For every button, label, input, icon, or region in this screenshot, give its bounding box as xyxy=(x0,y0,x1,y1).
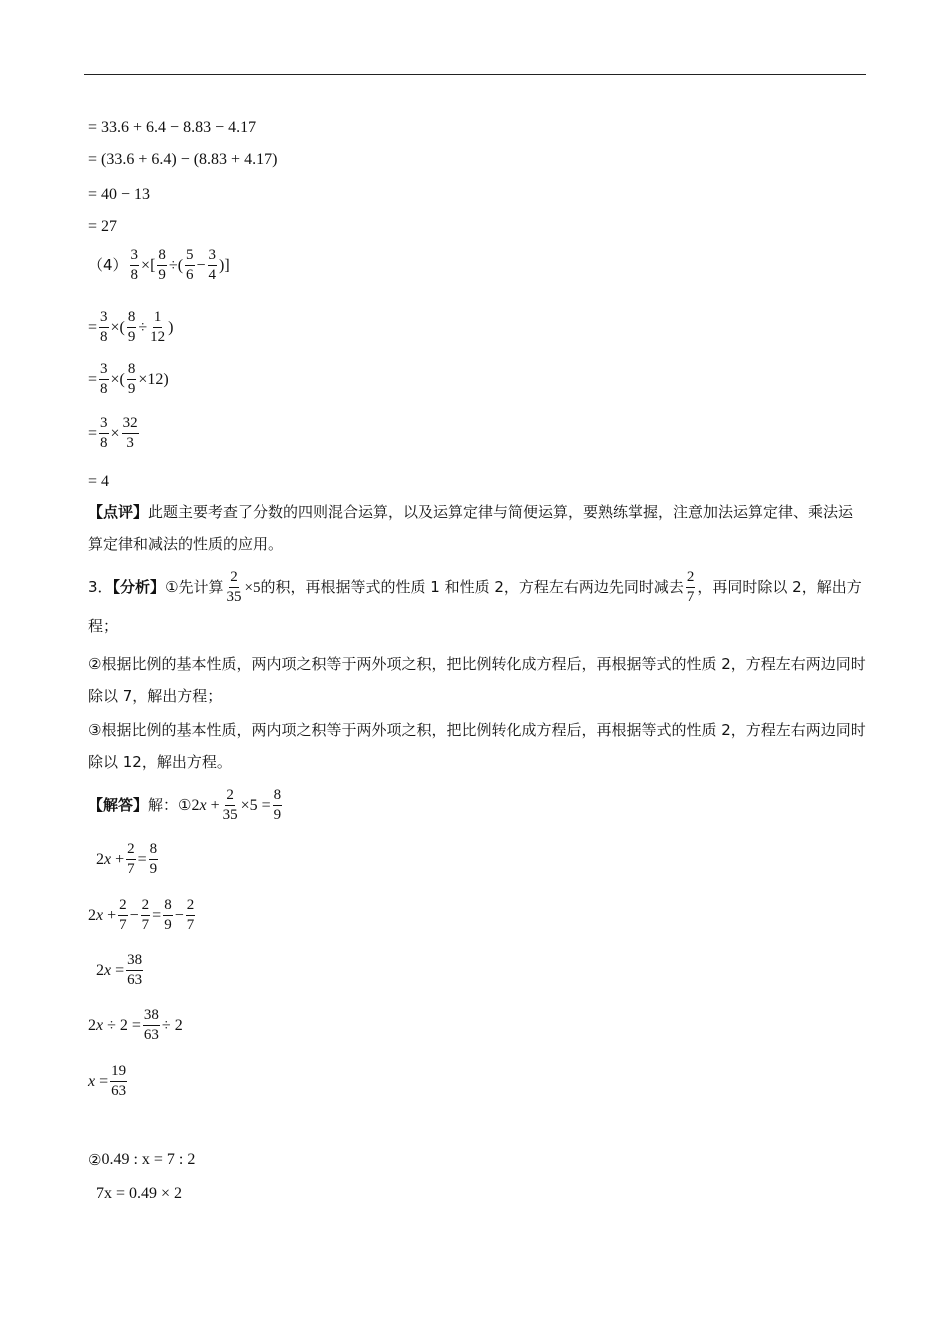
problem-label: （4） xyxy=(88,256,128,274)
fraction: $\frac{2}{7}$ xyxy=(686,569,695,605)
header-rule xyxy=(84,74,866,75)
fraction: $\frac{2}{7}$ xyxy=(141,897,150,933)
fraction: $\frac{32}{3}$ xyxy=(122,415,138,451)
analysis-paragraph-1: 3．【分析】①先计算 $\frac{2}{35}$ ×5的积，再根据等式的性质 1 和性质 2，方程左右两边先同时减去 $\frac{2}{7}$ ，再同时除以 2，解出方程； xyxy=(88,569,862,635)
fraction: $\frac{3}{8}$ xyxy=(100,361,108,397)
analysis-paragraph-2: ②根据比例的基本性质，两内项之积等于两外项之积，把比例转化成方程后，再根据等式的性质 2，方程左右两边同时除以 7，解出方程； xyxy=(88,655,866,705)
fraction: $\frac{8}{9}$ xyxy=(127,361,136,397)
fraction: $\frac{38}{63}$ xyxy=(127,952,143,988)
equation-line: 7x = 0.49 × 2 xyxy=(96,1185,183,1202)
fraction: $\frac{8}{9}$ xyxy=(273,787,282,823)
calc-line: = (33.6 + 6.4) − (8.83 + 4.17) xyxy=(88,151,278,168)
fraction: $\frac{8}{9}$ xyxy=(158,247,166,283)
equation-line: 2x + $\frac{2}{7}$ = $\frac{8}{9}$ xyxy=(96,841,158,877)
review-paragraph: 【点评】此题主要考查了分数的四则混合运算，以及运算定律与简便运算，要熟练掌握，注意加法运算定律、乘法运算定律和减法的性质的应用。 xyxy=(88,503,854,553)
equation-line: x = $\frac{19}{63}$ xyxy=(88,1063,127,1099)
fraction: $\frac{3}{8}$ xyxy=(130,247,139,283)
equation-line: 2x ÷ 2 = $\frac{38}{63}$ ÷ 2 xyxy=(88,1007,183,1043)
calc-line: = $\frac{3}{8}$ ×( $\frac{8}{9}$ ÷ $\frac{1}{12}$ ) xyxy=(88,309,174,345)
review-label: 【点评】 xyxy=(88,503,149,521)
fraction: $\frac{2}{7}$ xyxy=(127,841,135,877)
calc-line: = 40 − 13 xyxy=(88,186,151,203)
fraction: $\frac{3}{8}$ xyxy=(100,415,108,451)
question-number: 3． xyxy=(88,578,113,596)
calc-line: = 27 xyxy=(88,218,118,235)
answer-first-line: 【解答】 解：① 2x + $\frac{2}{35}$ ×5 = $\frac{8}{9}$ xyxy=(88,787,282,823)
proportion-line: ② 0.49 : x = 7 : 2 xyxy=(88,1150,196,1169)
fraction: $\frac{2}{7}$ xyxy=(119,897,127,933)
calc-line: = $\frac{3}{8}$ × $\frac{32}{3}$ xyxy=(88,415,138,451)
fraction: $\frac{3}{4}$ xyxy=(208,247,217,283)
fraction: $\frac{8}{9}$ xyxy=(149,841,158,877)
calc-line: = 4 xyxy=(88,473,110,490)
analysis-label: 【分析】 xyxy=(112,578,166,596)
fraction: $\frac{2}{7}$ xyxy=(186,897,195,933)
fraction: $\frac{8}{9}$ xyxy=(164,897,172,933)
fraction: $\frac{19}{63}$ xyxy=(111,1063,127,1099)
answer-label: 【解答】 xyxy=(88,796,149,814)
fraction: $\frac{38}{63}$ xyxy=(143,1007,159,1043)
fraction: $\frac{1}{12}$ xyxy=(150,309,166,345)
calc-line: = $\frac{3}{8}$ ×( $\frac{8}{9}$ × 12 ) xyxy=(88,361,169,397)
equation-line: 2x + $\frac{2}{7}$ − $\frac{2}{7}$ = $\frac{8}{9}$ − $\frac{2}{7}$ xyxy=(88,897,195,933)
fraction: $\frac{5}{6}$ xyxy=(186,247,194,283)
analysis-paragraph-3: ③根据比例的基本性质，两内项之积等于两外项之积，把比例转化成方程后，再根据等式的性质 2，方程左右两边同时除以 12，解出方程。 xyxy=(88,721,866,771)
fraction: $\frac{3}{8}$ xyxy=(100,309,108,345)
fraction: $\frac{2}{35}$ xyxy=(222,787,238,823)
fraction: $\frac{2}{35}$ xyxy=(226,569,242,605)
calc-line: = 33.6 + 6.4 − 8.83 − 4.17 xyxy=(88,119,257,136)
fraction: $\frac{8}{9}$ xyxy=(127,309,136,345)
problem-4-expression: （4） $\frac{3}{8}$ ×[ $\frac{8}{9}$ ÷( $\frac{5}{6}$ − $\frac{3}{4}$ )] xyxy=(88,247,230,283)
equation-line: 2x = $\frac{38}{63}$ xyxy=(96,952,143,988)
